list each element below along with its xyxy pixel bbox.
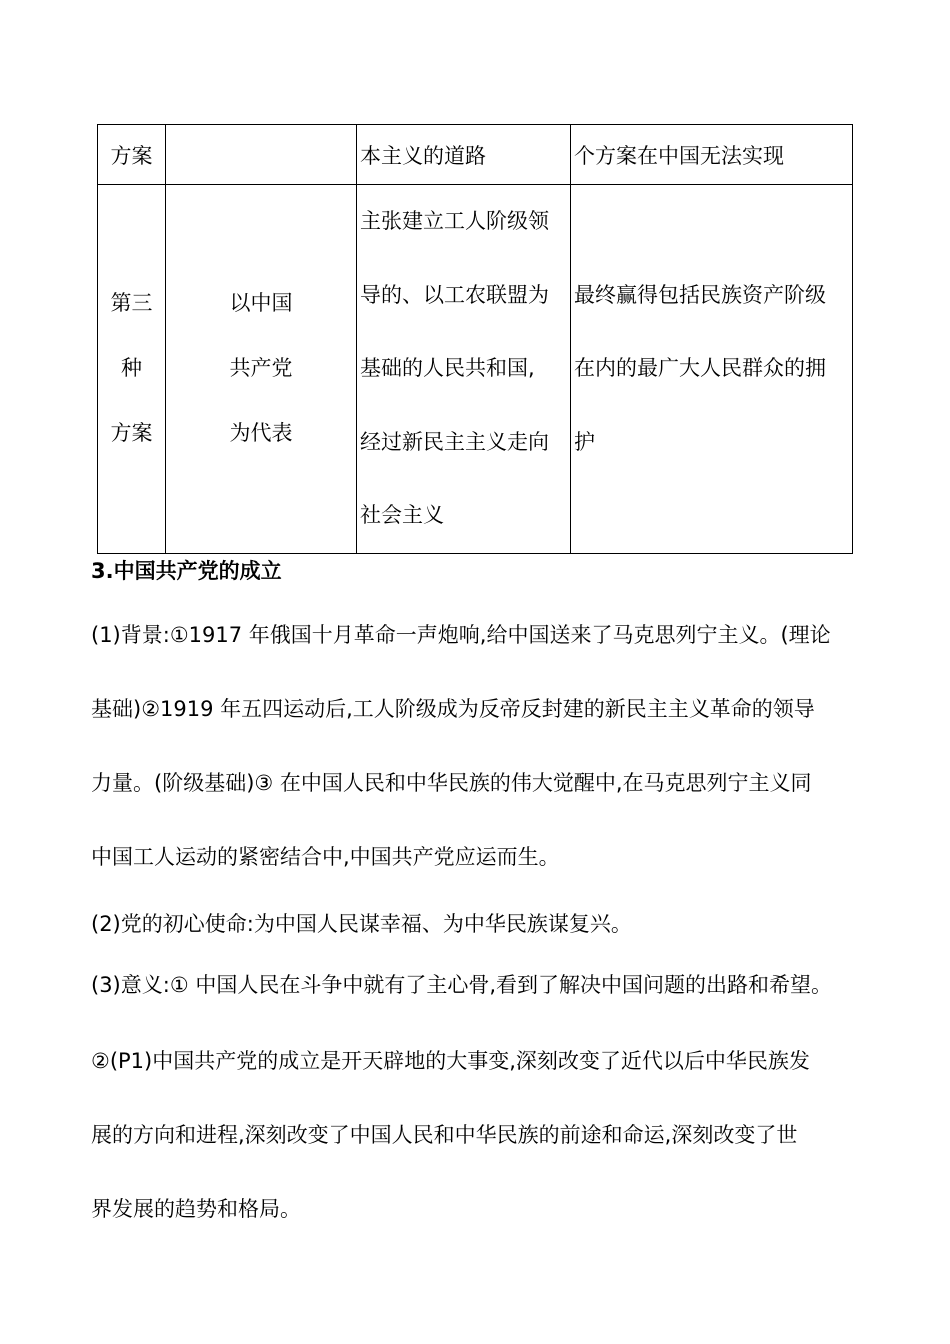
cell-line: 导的、以工农联盟为	[360, 282, 549, 307]
cell-line: 为代表	[229, 421, 293, 446]
plans-table	[97, 124, 853, 554]
table-cell-proposal	[357, 185, 571, 554]
table-row	[98, 185, 853, 554]
table-cell-path-fragment: 本主义的道路	[357, 125, 571, 185]
paragraph-line: ②(P1)中国共产党的成立是开天辟地的大事变,深刻改变了近代以后中华民族发	[91, 1049, 810, 1073]
cell-line: 社会主义	[360, 503, 444, 527]
cell-line: 以中国	[229, 291, 293, 316]
table-cell-empty	[166, 125, 357, 185]
paragraph-line: 基础)②1919 年五四运动后,工人阶级成为反帝反封建的新民主主义革命的领导	[91, 697, 815, 721]
table-row	[98, 125, 853, 185]
table-cell-result-fragment: 个方案在中国无法实现	[571, 125, 853, 185]
table-cell-third-plan	[98, 185, 166, 554]
paragraph-line: 界发展的趋势和格局。	[91, 1197, 301, 1221]
cell-line: 在内的最广大人民群众的拥	[574, 356, 826, 380]
section-heading: 3.中国共产党的成立	[91, 559, 282, 583]
cell-line: 护	[574, 429, 595, 454]
table-cell-plan-label: 方案	[98, 125, 166, 185]
significance-detail-paragraph	[91, 1024, 881, 1246]
cell-line: 共产党	[229, 356, 293, 381]
paragraph-line: 力量。(阶级基础)③ 在中国人民和中华民族的伟大觉醒中,在马克思列宁主义同	[91, 771, 812, 795]
paragraph-line: (1)背景:①1917 年俄国十月革命一声炮响,给中国送来了马克思列宁主义。(理论	[91, 623, 831, 647]
paragraph-line: 中国工人运动的紧密结合中,中国共产党应运而生。	[91, 845, 560, 869]
table-cell-outcome	[571, 185, 853, 554]
significance-paragraph	[91, 953, 881, 1017]
cell-line: 基础的人民共和国,	[360, 356, 535, 380]
cell-line: 最终赢得包括民族资产阶级	[574, 282, 826, 307]
paragraph-line: 展的方向和进程,深刻改变了中国人民和中华民族的前途和命运,深刻改变了世	[91, 1123, 798, 1147]
paragraph-line: (3)意义:① 中国人民在斗争中就有了主心骨,看到了解决中国问题的出路和希望。	[91, 973, 832, 997]
table-cell-representative	[166, 185, 357, 554]
cell-line: 主张建立工人阶级领	[360, 209, 549, 233]
paragraph-line: (2)党的初心使命:为中国人民谋幸福、为中华民族谋复兴。	[91, 912, 632, 936]
cell-line: 种	[121, 356, 142, 381]
cell-line: 方案	[110, 421, 153, 446]
cell-line: 经过新民主主义走向	[360, 429, 549, 454]
mission-paragraph	[91, 892, 881, 956]
cell-line: 第三	[110, 291, 153, 316]
background-paragraph	[91, 598, 881, 894]
